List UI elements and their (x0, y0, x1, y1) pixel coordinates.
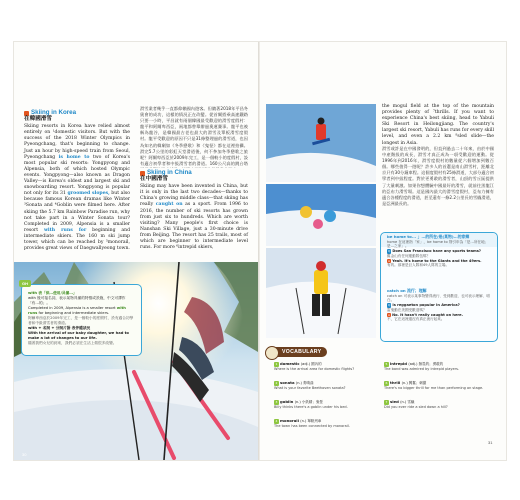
vocabulary-word: sled (390, 399, 401, 404)
section-marker-icon (24, 111, 29, 116)
note-example-2-zh: 隨著我們女兒的到來，我們必須在生活上做很多改變。 (28, 341, 117, 345)
phrase-explanation-1: home 在這裡指「家」，be home to 則引申為「是…所在地；是…之家」。 (387, 239, 489, 249)
vocabulary-number: 2 (275, 381, 278, 385)
vocabulary-example: The band was admired by intrepid players. (384, 367, 460, 371)
vocabulary-panel (268, 347, 493, 443)
vocabulary-number: 6 (385, 381, 388, 385)
vocabulary-item (384, 362, 490, 372)
dialogue-question-2: Is reggaeton popular in America? (392, 303, 460, 308)
note-example-highlight: with runs (28, 306, 126, 315)
skiers-group-photo (266, 184, 376, 246)
vocabulary-word: domestic (280, 361, 301, 366)
note-example-2: With the arrival of our baby daughter, we had to make a lot of changes to our life. (28, 331, 129, 340)
vocabulary-title: VOCABULARY (282, 349, 322, 355)
china-section (140, 170, 248, 251)
vocabulary-word: sonata (280, 380, 296, 385)
skier-yellow-illustration (266, 248, 376, 338)
left-column-1 (24, 110, 130, 252)
korea-paragraph-cont: two of Korea's most popular ski resorts: Yongpyong and Alpensia, both of which hosted Olympic events. Yongpyong—also known as Dragon Valley—is Korea's oldest and largest ski and snowboarding resort. Yongpyong is popular not only for its 31 (24, 154, 130, 197)
page-gutter (258, 42, 260, 460)
korea-paragraph: Skiing resorts in Korea have relied almost entirely on ¹domestic visitors. But with the success of the 2018 Winter Olympics in Pyeongchang, that's beginning to change. Just an hour by high-speed train from Seoul, Pyeongchang (24, 124, 130, 160)
phrase-dialogue-box (380, 232, 498, 342)
vocabulary-pos: (n.) 小妖精；鬼怪 (294, 400, 323, 404)
vocabulary-pos: (n.) 單軌列車 (300, 419, 322, 423)
right-page-number: 31 (488, 440, 493, 445)
note-example-text: Completed in 2009, Alpensia is a smaller resort (28, 306, 116, 310)
vocabulary-pos: (n.) 興奮；刺激 (401, 381, 427, 385)
phrase-heading-1: be home to... 」…的所在/是(某物)…的家鄉 (387, 234, 470, 239)
section-title-china: Skiing in China (147, 169, 192, 176)
vocabulary-word: intrepid (390, 361, 409, 366)
vocabulary-pos: (n.) 雪橇 (400, 400, 415, 404)
yabuli-paragraph: the mogul field at the top of the mountain provides plenty of ⁷thrills. If you want to experience China's best skiing, head to Yabuli Ski Resort in Heilongjiang. The country's largest ski resort, Yabuli has runs for every skill level, and even a 2.2 km ⁸sled slide—the longest in Asia. (382, 104, 494, 146)
vocabulary-item (274, 381, 380, 391)
left-page-number: 30 (22, 452, 27, 457)
question-tag-icon: Q (388, 249, 391, 254)
phrase-block-1 (387, 235, 491, 268)
vocabulary-word: thrill (390, 380, 402, 385)
left-column-2-zh (140, 106, 248, 168)
china-paragraph: Skiing may have been invented in China, but it is only in the last two decades—thanks to China's growing middle class—that skiing has really (140, 184, 248, 208)
china-translation: 滑雪或許是在中國發明的，但直到過去二十年來，由於中國中產階級的成長，滑雪才真正成為一項受歡迎的運動。從1996年到2016年，滑雪度假村的數量從六個增加到數百個。哪些值得一遊呢？許多人的首選是南山滑雪村，距離北京只有30分鐘車程。這個度假村有25條滑道，大部分適合初學者到中級程度。對於更勇敢的滑雪者，山頂的雪丘區提供了大量刺激。如果你想體驗中國最好的滑雪，就前往黑龍江的亞布力滑雪場。這是國內最大的滑雪度假村，亞布力擁有適合各種程度的滑道，甚至還有一條2.2公里長的雪橇滑道，是亞洲最長的。 (382, 146, 494, 206)
phrase-highlight-2: groomed slopes, (67, 191, 110, 197)
answer-tag-icon: A (388, 258, 391, 263)
note-example-1 (28, 306, 136, 316)
vocabulary-example: There's no bigger thrill for me than performing on stage. (384, 386, 484, 390)
grammar-tab: GH (19, 280, 31, 287)
vocabulary-word: monorail (280, 418, 301, 423)
vocabulary-number: 5 (385, 362, 388, 366)
phrase-explanation-2: catch on 可表示某事物變得流行、受到歡迎，也可表示理解、明白。 (387, 293, 490, 303)
phrase-heading-2: catch on 流行；理解 (387, 288, 427, 293)
dialogue-answer-2-zh: 不，它在這裡還沒有真正流行起來。 (387, 317, 445, 322)
vocabulary-item (274, 362, 380, 372)
phrase-block-2 (387, 289, 491, 322)
phrase-highlight-3: with runs for (43, 227, 87, 233)
korea-paragraph-cont-2: but also because famous Korean dramas like Winter ³Sonata and ⁴Goblin were filmed here. After skiing the 5.7 km Rainbow Paradise run, why not take part in a Winter Sonata tour? Completed in 2009, Alpensia is a smaller resort (24, 191, 130, 233)
question-tag-icon: Q (388, 303, 391, 308)
snowboarder-illustration (266, 104, 376, 182)
vocabulary-number: 7 (385, 400, 388, 404)
section-marker-icon (140, 171, 145, 176)
skier-yellow-photo (266, 248, 376, 338)
note-example-1-zh: 阿爾卑西亞於2009年完工，是一個較小的度假村，設有適合初學者和中級滑雪者的滑道。 (28, 316, 134, 325)
vocabulary-pos: (adj.) 國內的 (300, 362, 322, 366)
skiers-group-illustration (266, 184, 376, 246)
right-column-english (382, 104, 494, 147)
vocabulary-example: Did you ever ride a sled down a hill? (384, 405, 448, 409)
vocabulary-item (384, 400, 490, 410)
vocabulary-item (384, 381, 490, 391)
section-title-korea-zh: 在韓國滑雪 (24, 116, 52, 123)
vocabulary-number: 4 (275, 419, 278, 423)
korea-translation-2: 滑完5.7公里的彩虹天堂滑道後，何不參加冬季戀歌之旅呢？阿爾卑西亞於2009年完工，是一個較小的度假村，設有適合初學者和中級滑雪者的滑道。160公尺高的跳台塔 (140, 148, 248, 166)
dialogue-answer-1: Yeah. It's home to the Giants and the 49ers. (392, 258, 482, 263)
vocabulary-number: 3 (275, 400, 278, 404)
vocabulary-example: Where is the arrival area for domestic flights? (274, 367, 355, 371)
note-heading: with 表「供…使用/具備…」 (28, 291, 77, 295)
dialogue-question-1: Does San Francisco have any sports teams? (392, 249, 482, 254)
dialogue-question-2-zh: 雷鬼動在美國受歡迎嗎？ (387, 307, 427, 312)
vocabulary-item (274, 400, 380, 410)
snowboarder-photo (266, 104, 376, 182)
phrase-highlight-caught-on: caught on (155, 202, 183, 208)
vocabulary-example: Billy thinks there's a goblin under his bed. (274, 405, 348, 409)
answer-tag-icon: A (388, 312, 391, 317)
dialogue-answer-1-zh: 有的。那裡是巨人隊和49人隊的主場。 (387, 263, 450, 268)
vocabulary-example: What is your favorite Beethoven sonata? (274, 386, 346, 390)
china-paragraph-cont: as a sport. From 1996 to 2016, the number of ski resorts has grown from just six to hundreds. Which are worth visiting? Many people's first choice is Nanshan Ski Village, just a 30-minute drive from Beijing. The resort has 25 trails, most of which are beginner to intermediate level runs. For more ⁶intrepid skiers, (140, 202, 248, 251)
dialogue-question-1-zh: 舊金山有任何運動隊伍嗎？ (387, 253, 431, 258)
korea-paragraph-cont-3: beginning and intermediate skiers. The 160 m ski jump tower, which can be reached by ⁵monorail, provides great views of Daegwallyeong town. (24, 227, 131, 252)
vocabulary-example: The town has been connected by monorail. (274, 424, 350, 428)
vocabulary-pos: (adj.) 無畏的；勇敢的 (408, 362, 444, 366)
grammar-note-box (21, 281, 142, 356)
section-title-china-zh: 在中國滑雪 (140, 176, 168, 183)
vocabulary-word: goblin (280, 399, 295, 404)
vocabulary-item (274, 419, 380, 429)
note-example-text-2: for beginning and intermediate skiers. (38, 311, 110, 315)
phrase-highlight: is home to (58, 154, 90, 160)
right-column-zh (382, 146, 494, 226)
section-title-korea: Skiing in Korea (31, 109, 77, 116)
vocabulary-number: 1 (275, 362, 278, 366)
note-explanation: with 後可接名詞，表示某物具備的特徵或設施，中文可譯作「有…的」。 (28, 296, 126, 305)
korea-translation: 滑雪業者幾乎一直都仰賴國內遊客。但隨著2018年平昌冬奧會的成功，這樣的情況正在改變。從首爾搭乘高速鐵路只要一小時，平昌就有兩個韓國最受歡迎的滑雪度假村：龍平和阿爾卑西亞，兩地都曾舉辦過奧運賽事。龍平也被稱為龍谷，是韓國最古老也最大的滑雪及單板滑雪度假村。龍平受歡迎的原因不只是31條整理過的滑雪道，也因為知名的韓劇如《冬季戀歌》和《鬼怪》都在這裡拍攝。 (140, 106, 248, 148)
vocabulary-badge-icon (265, 346, 279, 360)
dialogue-answer-2: No. It hasn't really caught on here. (392, 312, 463, 317)
note-heading-2: with + 名詞 + 分詞片語 表伴隨狀況 (28, 326, 91, 330)
vocabulary-pos: (n.) 奏鳴曲 (295, 381, 314, 385)
